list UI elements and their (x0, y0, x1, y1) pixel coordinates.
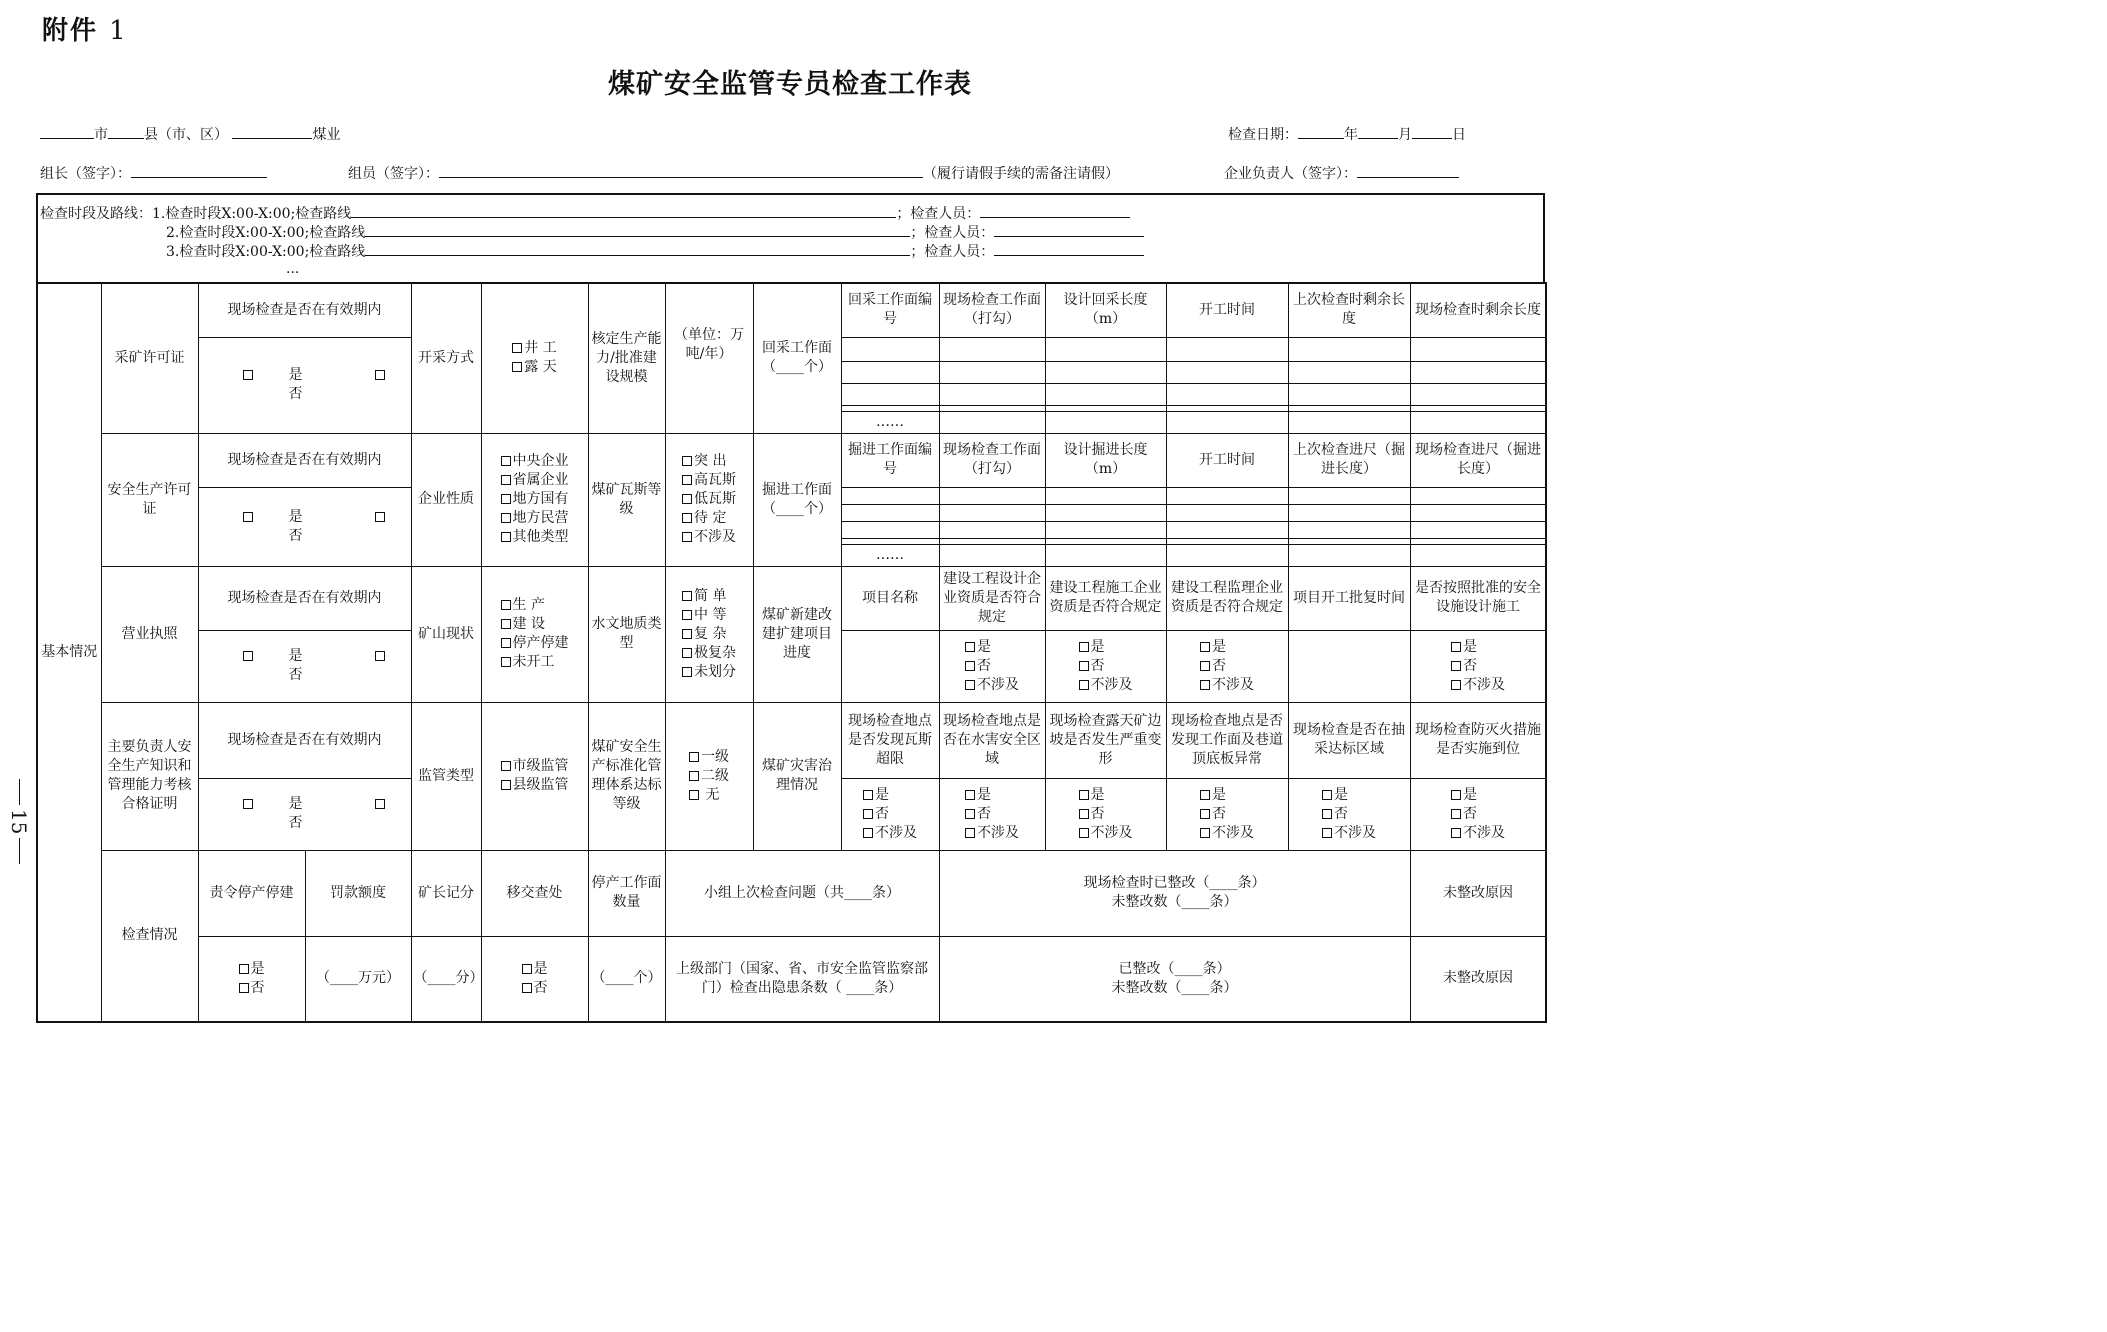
mining-license: 采矿许可证 (101, 283, 198, 433)
design-check[interactable]: 是 否 不涉及 (939, 630, 1045, 702)
safety-license-yn[interactable]: 是否 (198, 487, 411, 566)
upper-rectified[interactable]: 已整改（____条） 未整改数（____条） (939, 936, 1410, 1022)
disaster-head-1: 现场检查地点是否发现瓦斯超限 (841, 702, 939, 778)
construction-head-6: 是否按照批准的安全设施设计施工 (1410, 566, 1546, 630)
route-item-2: 2.检查时段X:00-X:00;检查路线 (166, 225, 366, 241)
stopped-faces-count[interactable]: （____个） (588, 936, 665, 1022)
construction-head-5: 项目开工批复时间 (1288, 566, 1410, 630)
mine-status: 矿山现状 (411, 566, 481, 702)
stoping-head-4: 开工时间 (1166, 283, 1288, 337)
fine-amount[interactable]: （____万元） (305, 936, 411, 1022)
reason-label-1: 未整改原因 (1410, 850, 1546, 936)
supervisor-check[interactable]: 是 否 不涉及 (1166, 630, 1288, 702)
fine-head: 罚款额度 (305, 850, 411, 936)
mining-method: 开采方式 (411, 283, 481, 433)
approval-time-cell[interactable] (1288, 630, 1410, 702)
safety-design-check[interactable]: 是 否 不涉及 (1410, 630, 1546, 702)
annex-label: 附件 1 (42, 16, 128, 46)
last-issues[interactable]: 小组上次检查问题（共____条） (665, 850, 939, 936)
construction-progress: 煤矿新建改建扩建项目进度 (753, 566, 841, 702)
heading-head-4: 开工时间 (1166, 433, 1288, 487)
business-license: 营业执照 (101, 566, 198, 702)
stoping-dots: …… (841, 411, 939, 433)
heading-head-5: 上次检查进尺（掘进长度） (1288, 433, 1410, 487)
leader-signature[interactable]: 组长（签字）： (40, 163, 267, 183)
safety-license-valid: 现场检查是否在有效期内 (198, 433, 411, 487)
inspection-date[interactable]: 检查日期： 年 月 日 (1228, 124, 1466, 144)
construction-head-3: 建设工程施工企业资质是否符合规定 (1045, 566, 1166, 630)
disaster-head-5: 现场检查是否在抽采达标区域 (1288, 702, 1410, 778)
roof-check[interactable]: 是 否 不涉及 (1166, 778, 1288, 850)
stopped-faces-head: 停产工作面数量 (588, 850, 665, 936)
ent-nature-options[interactable]: 中央企业 省属企业 地方国有 地方民营 其他类型 (481, 433, 588, 566)
heading-head-3: 设计掘进长度（m） (1045, 433, 1166, 487)
score-amount[interactable]: （____分） (411, 936, 481, 1022)
page-number: 15 (8, 775, 30, 868)
stop-order-head: 责令停产停建 (198, 850, 305, 936)
gas-grade: 煤矿瓦斯等级 (588, 433, 665, 566)
heading-head-2: 现场检查工作面（打勾） (939, 433, 1045, 487)
disaster-head-6: 现场检查防灭火措施是否实施到位 (1410, 702, 1546, 778)
transfer-yn[interactable]: 是 否 (481, 936, 588, 1022)
fire-check[interactable]: 是 否 不涉及 (1410, 778, 1546, 850)
hydro-options[interactable]: 简 单 中 等 复 杂 极复杂 未划分 (665, 566, 753, 702)
construction-head-2: 建设工程设计企业资质是否符合规定 (939, 566, 1045, 630)
route-item-1: 1.检查时段X:00-X:00;检查路线 (152, 206, 352, 222)
heading-head-6: 现场检查进尺（掘进长度） (1410, 433, 1546, 487)
basic-section: 基本情况 (37, 283, 101, 1022)
supervision-options[interactable]: 市级监管 县级监管 (481, 702, 588, 850)
gas-options[interactable]: 突 出 高瓦斯 低瓦斯 待 定 不涉及 (665, 433, 753, 566)
construction-head-4: 建设工程监理企业资质是否符合规定 (1166, 566, 1288, 630)
disaster-head-4: 现场检查地点是否发现工作面及巷道顶底板异常 (1166, 702, 1288, 778)
stop-order-yn[interactable]: 是 否 (198, 936, 305, 1022)
route-box: 检查时段及路线：1.检查时段X:00-X:00;检查路线 ；检查人员： 2.检查时段X:00-X:00;检查路线 ；检查人员： 3.检查时段X:00-X:00;检查路线 ；检查人员： ... (36, 193, 1545, 283)
heading-face: 掘进工作面 （____个） (753, 433, 841, 566)
disaster-control: 煤矿灾害治理情况 (753, 702, 841, 850)
disaster-head-2: 现场检查地点是否在水害安全区域 (939, 702, 1045, 778)
page-title: 煤矿安全监管专员检查工作表 (608, 69, 972, 100)
stoping-head-6: 现场检查时剩余长度 (1410, 283, 1546, 337)
inspection-table (36, 282, 1547, 1023)
rectified-status[interactable]: 现场检查时已整改（____条） 未整改数（____条） (939, 850, 1410, 936)
water-safe-check[interactable]: 是 否 不涉及 (939, 778, 1045, 850)
hydro-type: 水文地质类型 (588, 566, 665, 702)
mining-license-valid: 现场检查是否在有效期内 (198, 283, 411, 337)
stoping-head-5: 上次检查时剩余长度 (1288, 283, 1410, 337)
builder-check[interactable]: 是 否 不涉及 (1045, 630, 1166, 702)
members-signature[interactable]: 组员（签字）： （履行请假手续的需备注请假） (348, 163, 1119, 183)
safety-license: 安全生产许可证 (101, 433, 198, 566)
heading-head-1: 掘进工作面编号 (841, 433, 939, 487)
route-ellipsis: ... (286, 261, 300, 277)
mining-license-yn[interactable]: 是否 (198, 337, 411, 433)
head-cert: 主要负责人安全生产知识和管理能力考核合格证明 (101, 702, 198, 850)
route-item-3: 3.检查时段X:00-X:00;检查路线 (166, 244, 366, 260)
route-label: 检查时段及路线： (40, 206, 152, 222)
capacity-label: 核定生产能力/批准建设规模 (588, 283, 665, 433)
location-line[interactable]: 市 县（市、区） 煤业 (40, 124, 340, 144)
capacity-unit[interactable]: （单位：万吨/年） (665, 283, 753, 433)
supervision-type: 监管类型 (411, 702, 481, 850)
gas-overlimit-check[interactable]: 是 否 不涉及 (841, 778, 939, 850)
mine-status-options[interactable]: 生 产 建 设 停产停建 未开工 (481, 566, 588, 702)
std-grade: 煤矿安全生产标准化管理体系达标等级 (588, 702, 665, 850)
head-cert-yn[interactable]: 是否 (198, 778, 411, 850)
stoping-head-3: 设计回采长度（m） (1045, 283, 1166, 337)
business-license-valid: 现场检查是否在有效期内 (198, 566, 411, 630)
project-name-cell[interactable] (841, 630, 939, 702)
stoping-face: 回采工作面 （____个） (753, 283, 841, 433)
slope-check[interactable]: 是 否 不涉及 (1045, 778, 1166, 850)
ent-nature: 企业性质 (411, 433, 481, 566)
stoping-head-1: 回采工作面编号 (841, 283, 939, 337)
std-options[interactable]: 一级 二级 无 (665, 702, 753, 850)
company-head-signature[interactable]: 企业负责人（签字）： (1224, 163, 1459, 183)
reason-label-2: 未整改原因 (1410, 936, 1546, 1022)
upper-dept-issues[interactable]: 上级部门（国家、省、市安全监管监察部门）检查出隐患条数（ ____条） (665, 936, 939, 1022)
transfer-head: 移交查处 (481, 850, 588, 936)
head-cert-valid: 现场检查是否在有效期内 (198, 702, 411, 778)
disaster-head-3: 现场检查露天矿边坡是否发生严重变形 (1045, 702, 1166, 778)
mining-method-options[interactable]: 井 工 露 天 (481, 283, 588, 433)
construction-head-1: 项目名称 (841, 566, 939, 630)
stoping-head-2: 现场检查工作面（打勾） (939, 283, 1045, 337)
heading-dots: …… (841, 544, 939, 566)
inspection-section: 检查情况 (101, 850, 198, 1022)
business-license-yn[interactable]: 是否 (198, 630, 411, 702)
drainage-check[interactable]: 是 否 不涉及 (1288, 778, 1410, 850)
score-head: 矿长记分 (411, 850, 481, 936)
